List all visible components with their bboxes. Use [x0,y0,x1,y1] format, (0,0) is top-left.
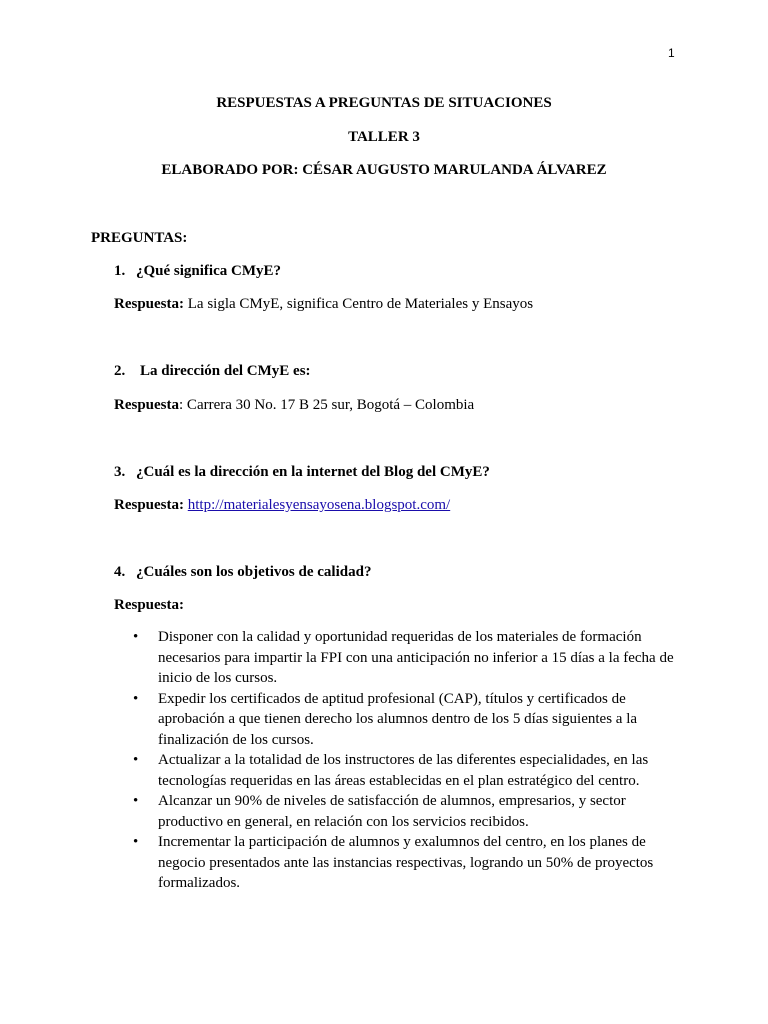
question-3 [114,462,490,482]
list-item-line: Disponer con la calidad y oportunidad requeridas de los materiales de formación [158,629,642,645]
question-4-number: 4. [114,564,126,580]
author-line: ELABORADO POR: CÉSAR AUGUSTO MARULANDA ÁLVAREZ [161,162,607,178]
list-item-line: inicio de los cursos. [158,670,278,686]
answer-1 [114,294,533,314]
question-1-number: 1. [114,263,126,279]
blog-link[interactable]: http://materialesyensayosena.blogspot.com/ [187,497,451,513]
document-subtitle: TALLER 3 [348,129,420,145]
list-item [114,627,684,689]
section-label: PREGUNTAS: [91,230,188,246]
answer-2-text: : Carrera 30 No. 17 B 25 sur, Bogotá – Colombia [179,397,475,413]
bullet-icon: • [133,834,139,850]
list-item-line: aprobación a que tienen derecho los alumnos dentro de los 5 días siguientes a la [158,711,638,727]
list-item-line: productivo en general, en relación con los servicios recibidos. [158,813,529,830]
question-2 [114,361,311,381]
answer-1-text: La sigla CMyE, significa Centro de Materiales y Ensayos [187,296,534,312]
page-number: 1 [668,46,675,60]
list-item-line: Incrementar la participación de alumnos y exalumnos del centro, en los planes de [158,834,646,850]
objectives-list [114,627,684,894]
list-item-line: necesarios para impartir la FPI con una anticipación no inferior a 15 días a la fecha de [158,649,674,666]
list-item [114,832,684,894]
list-item-line: negocio presentados ante las instancias respectivas, logrando un 50% de proyectos [158,854,654,871]
list-item-line: Expedir los certificados de aptitud profesional (CAP), títulos y certificados de [158,690,626,707]
document-title: RESPUESTAS A PREGUNTAS DE SITUACIONES [216,95,552,111]
bullet-icon: • [133,752,139,768]
answer-1-label: Respuesta: [114,296,184,312]
question-1-text: ¿Qué significa CMyE? [136,263,281,279]
question-1 [114,261,281,281]
answer-2-label: Respuesta [114,397,180,413]
answer-2 [114,395,474,415]
list-item-line: Actualizar a la totalidad de los instructores de las diferentes especialidades, en las [158,752,649,768]
question-4-text: ¿Cuáles son los objetivos de calidad? [136,564,372,580]
question-3-number: 3. [114,464,126,480]
bullet-icon: • [133,690,139,707]
answer-3-label: Respuesta: [114,497,184,513]
list-item-line: finalización de los cursos. [158,731,314,748]
question-4 [114,562,371,582]
list-item [114,791,684,832]
bullet-icon: • [133,629,139,645]
question-2-text: La dirección del CMyE es: [140,363,311,379]
bullet-icon: • [133,793,139,809]
answer-4-label: Respuesta: [114,597,184,613]
list-item-line: formalizados. [158,875,241,891]
list-item-line: tecnologías requeridas en las áreas establecidas en el plan estratégico del centro. [158,772,640,789]
list-item [114,750,684,791]
question-3-text: ¿Cuál es la dirección en la internet del Blog del CMyE? [136,464,490,480]
question-2-number: 2. [114,363,126,379]
answer-3 [114,495,450,515]
list-item-line: Alcanzar un 90% de niveles de satisfacción de alumnos, empresarios, y sector [158,793,626,809]
list-item [114,689,684,751]
